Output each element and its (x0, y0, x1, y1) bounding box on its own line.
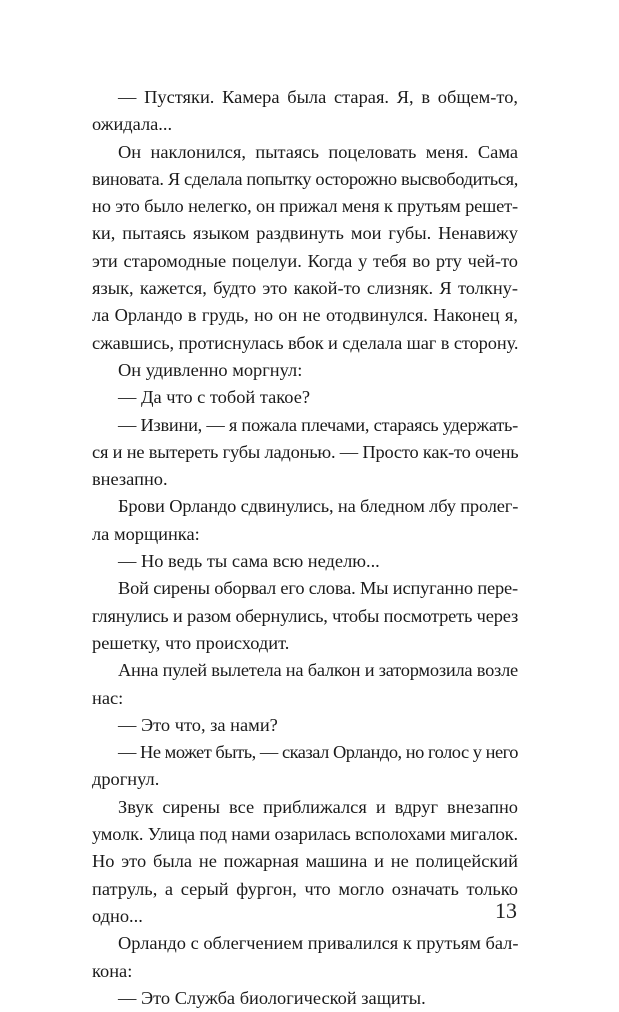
paragraph (92, 985, 518, 1012)
text-line: патруль, а серый фургон, что могло означать только (92, 878, 518, 899)
text-line: но это было нелегко, он прижал меня к прутьям решет- (92, 196, 518, 217)
text-line: — Пустяки. Камера была старая. Я, в общем-то, (118, 87, 518, 107)
text-line: умолк. Улица под нами озарилась всполохами мигалок. (92, 824, 519, 845)
text-line: — Извини, — я пожала плечами, стараясь удержать- (118, 414, 518, 435)
paragraph (92, 657, 518, 712)
paragraph (92, 548, 518, 575)
text-line: — Но ведь ты сама всю неделю... (118, 551, 380, 572)
body-text (92, 84, 518, 1012)
paragraph (92, 493, 518, 548)
paragraph (92, 357, 518, 384)
text-line: — Это что, за нами? (118, 714, 278, 735)
page-number: 13 (495, 898, 517, 923)
text-line: Звук сирены все приближался и вдруг внезапно (118, 796, 518, 817)
text-line: Орландо с облегчением привалился к прутьям бал- (118, 933, 519, 954)
text-line: эти старомодные поцелуи. Когда у тебя во рту чей-то (92, 250, 518, 271)
text-line: ла морщинка: (92, 523, 200, 544)
text-line: одно... (92, 905, 143, 926)
paragraph (92, 712, 518, 739)
paragraph (92, 84, 518, 139)
text-line: Он удивленно моргнул: (118, 359, 303, 380)
paragraph (92, 412, 518, 494)
text-line: ки, пытаясь языком раздвинуть мои губы. Ненавижу (92, 223, 518, 244)
paragraph (92, 930, 518, 985)
text-line: ожидала... (92, 114, 173, 135)
text-line: ся и не вытереть губы ладонью. — Просто как-то очень (92, 441, 519, 462)
text-line: Он наклонился, пытаясь поцеловать меня. Сама (118, 141, 518, 162)
text-line: нас: (92, 687, 124, 708)
text-line: внезапно. (92, 469, 168, 490)
text-line: Анна пулей вылетела на балкон и затормозила возле (118, 660, 518, 681)
paragraph (92, 739, 518, 794)
text-line: — Не может быть, — сказал Орландо, но голос у него (118, 742, 518, 763)
text-line: Брови Орландо сдвинулись, на бледном лбу пролег- (118, 496, 519, 517)
text-line: Вой сирены оборвал его слова. Мы испуганно пере- (118, 578, 518, 599)
text-line: Но это была не пожарная машина и не полицейский (92, 851, 518, 872)
text-line: виновата. Я сделала попытку осторожно высвободиться, (92, 168, 518, 189)
text-line: ла Орландо в грудь, но он не отодвинулся. Наконец я, (92, 305, 518, 326)
text-line: сжавшись, протиснулась вбок и сделала шаг в сторону. (92, 332, 519, 353)
paragraph (92, 384, 518, 411)
text-line: решетку, что происходит. (92, 632, 290, 653)
text-line: — Это Служба биологической защиты. (118, 987, 426, 1008)
paragraph (92, 139, 518, 357)
text-line: дрогнул. (92, 769, 160, 790)
paragraph (92, 575, 518, 657)
paragraph (92, 794, 518, 930)
text-line: кона: (92, 960, 133, 981)
text-line: язык, кажется, будто это какой-то слизняк. Я толкну- (92, 278, 518, 299)
text-line: глянулись и разом обернулись, чтобы посмотреть через (92, 605, 519, 626)
text-line: — Да что с тобой такое? (118, 387, 311, 408)
